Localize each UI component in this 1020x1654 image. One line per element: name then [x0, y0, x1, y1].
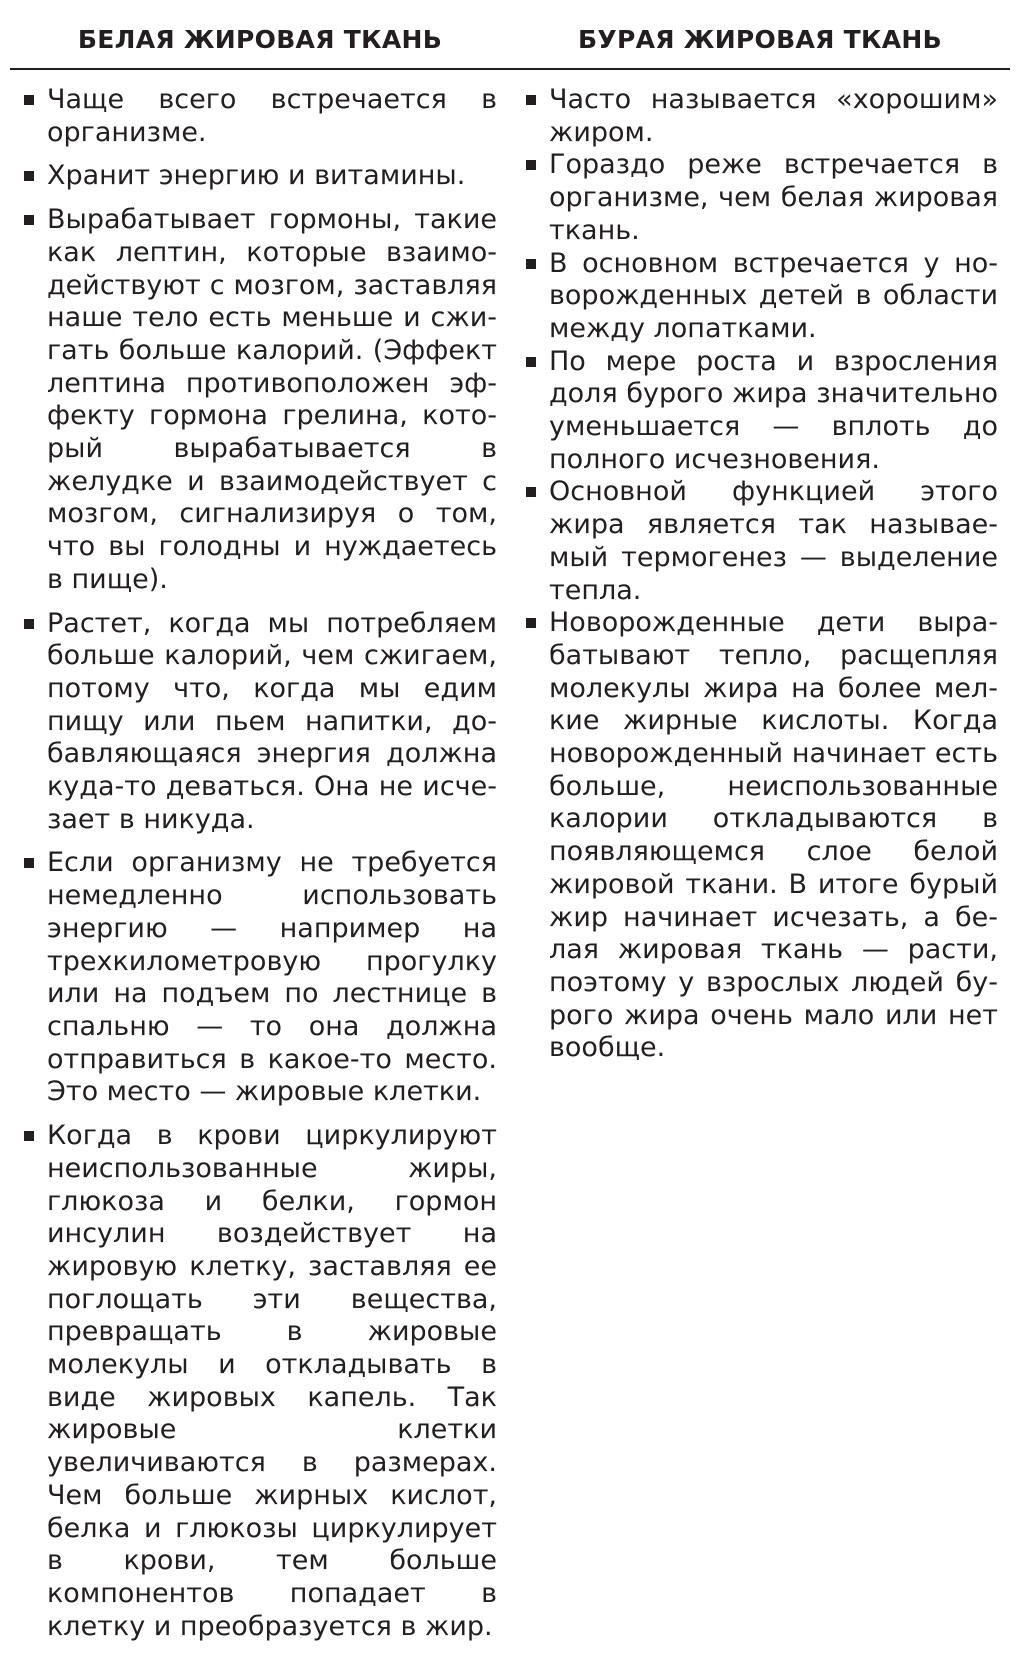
square-bullet-icon — [526, 259, 536, 269]
square-bullet-icon — [24, 95, 34, 105]
white-fat-list — [20, 84, 497, 1654]
square-bullet-icon — [526, 160, 536, 170]
list-item — [20, 1120, 497, 1643]
list-item-text: Гораздо реже встречается в организме, чем белая жировая ткань. — [549, 149, 998, 246]
list-item-text: Если организму не требуется немедленно использовать энергию — например на трехкилометровую прогулку или на подъем по лестнице в спальню — то она должна отправиться в какое-то место. Это место — жировые клетки. — [47, 847, 497, 1108]
list-item — [20, 204, 497, 596]
list-item — [522, 476, 998, 607]
list-item-text: Чаще всего встречается в организме. — [47, 84, 497, 148]
square-bullet-icon — [526, 487, 536, 497]
list-item-text: Новорожденные дети вырабатывают тепло, расщепляя молекулы жира на более мелкие жирные кислоты. Когда новорожденный начинает есть больше, неиспользованные калории откладываются в появляющемся слое белой жировой ткани. В итоге бурый жир начинает исчезать, а белая жировая ткань — расти, поэтому у взрослых людей бурого жира очень мало или нет вообще. — [549, 607, 998, 1064]
list-item-text: Когда в крови циркулируют неиспользованные жиры, глюкоза и белки, гормон инсулин воздействует на жировую клетку, заставляя ее поглощать эти вещества, превращать в жировые молекулы и откладывать в виде жировых капель. Так жировые клетки увеличиваются в размерах. Чем больше жирных кислот, белка и глюкозы циркулирует в крови, тем больше компонентов попадает в клетку и преобразуется в жир. — [47, 1120, 497, 1642]
header-divider — [10, 68, 1010, 70]
square-bullet-icon — [24, 1131, 34, 1141]
list-item-text: Часто называется «хорошим» жиром. — [549, 84, 998, 148]
list-item-text: Основной функцией этого жира является так называемый термогенез — выделение тепла. — [549, 476, 998, 606]
list-item-text: Хранит энергию и витамины. — [47, 160, 466, 192]
square-bullet-icon — [24, 619, 34, 629]
square-bullet-icon — [24, 171, 34, 181]
brown-fat-header: БУРАЯ ЖИРОВАЯ ТКАНЬ — [578, 25, 942, 54]
list-item — [20, 608, 497, 837]
list-item-text: Растет, когда мы потребляем больше калорий, чем сжигаем, потому что, когда мы едим пищу или пьем напитки, добавляющаяся энергия должна куда-то деваться. Она не исчезает в никуда. — [47, 607, 497, 835]
list-item-text: Вырабатывает гормоны, такие как лептин, которые взаимодействуют с мозгом, заставляя наше тело есть меньше и сжигать больше калорий. (Эффект лептина противоположен эффекту гормона грелина, который вырабатывается в желудке и взаимодействует с мозгом, сигнализируя о том, что вы голодны и нуждаетесь в пище). — [47, 204, 497, 595]
list-item — [20, 84, 497, 149]
square-bullet-icon — [24, 858, 34, 868]
square-bullet-icon — [526, 95, 536, 105]
square-bullet-icon — [526, 618, 536, 628]
column-headers — [10, 22, 1010, 62]
square-bullet-icon — [24, 215, 34, 225]
list-item — [522, 607, 998, 1065]
list-item — [522, 346, 998, 477]
white-fat-header: БЕЛАЯ ЖИРОВАЯ ТКАНЬ — [77, 25, 443, 54]
brown-fat-list — [522, 84, 998, 1065]
list-item — [20, 847, 497, 1109]
list-item — [20, 160, 497, 193]
list-item-text: В основном встречается у новорожденных детей в области между лопатками. — [549, 247, 998, 344]
list-item-text: По мере роста и взросления доля бурого жира значительно уменьшается — вплоть до полного исчезновения. — [549, 345, 998, 475]
list-item — [522, 149, 998, 247]
list-item — [522, 84, 998, 149]
square-bullet-icon — [526, 357, 536, 367]
list-item — [522, 248, 998, 346]
